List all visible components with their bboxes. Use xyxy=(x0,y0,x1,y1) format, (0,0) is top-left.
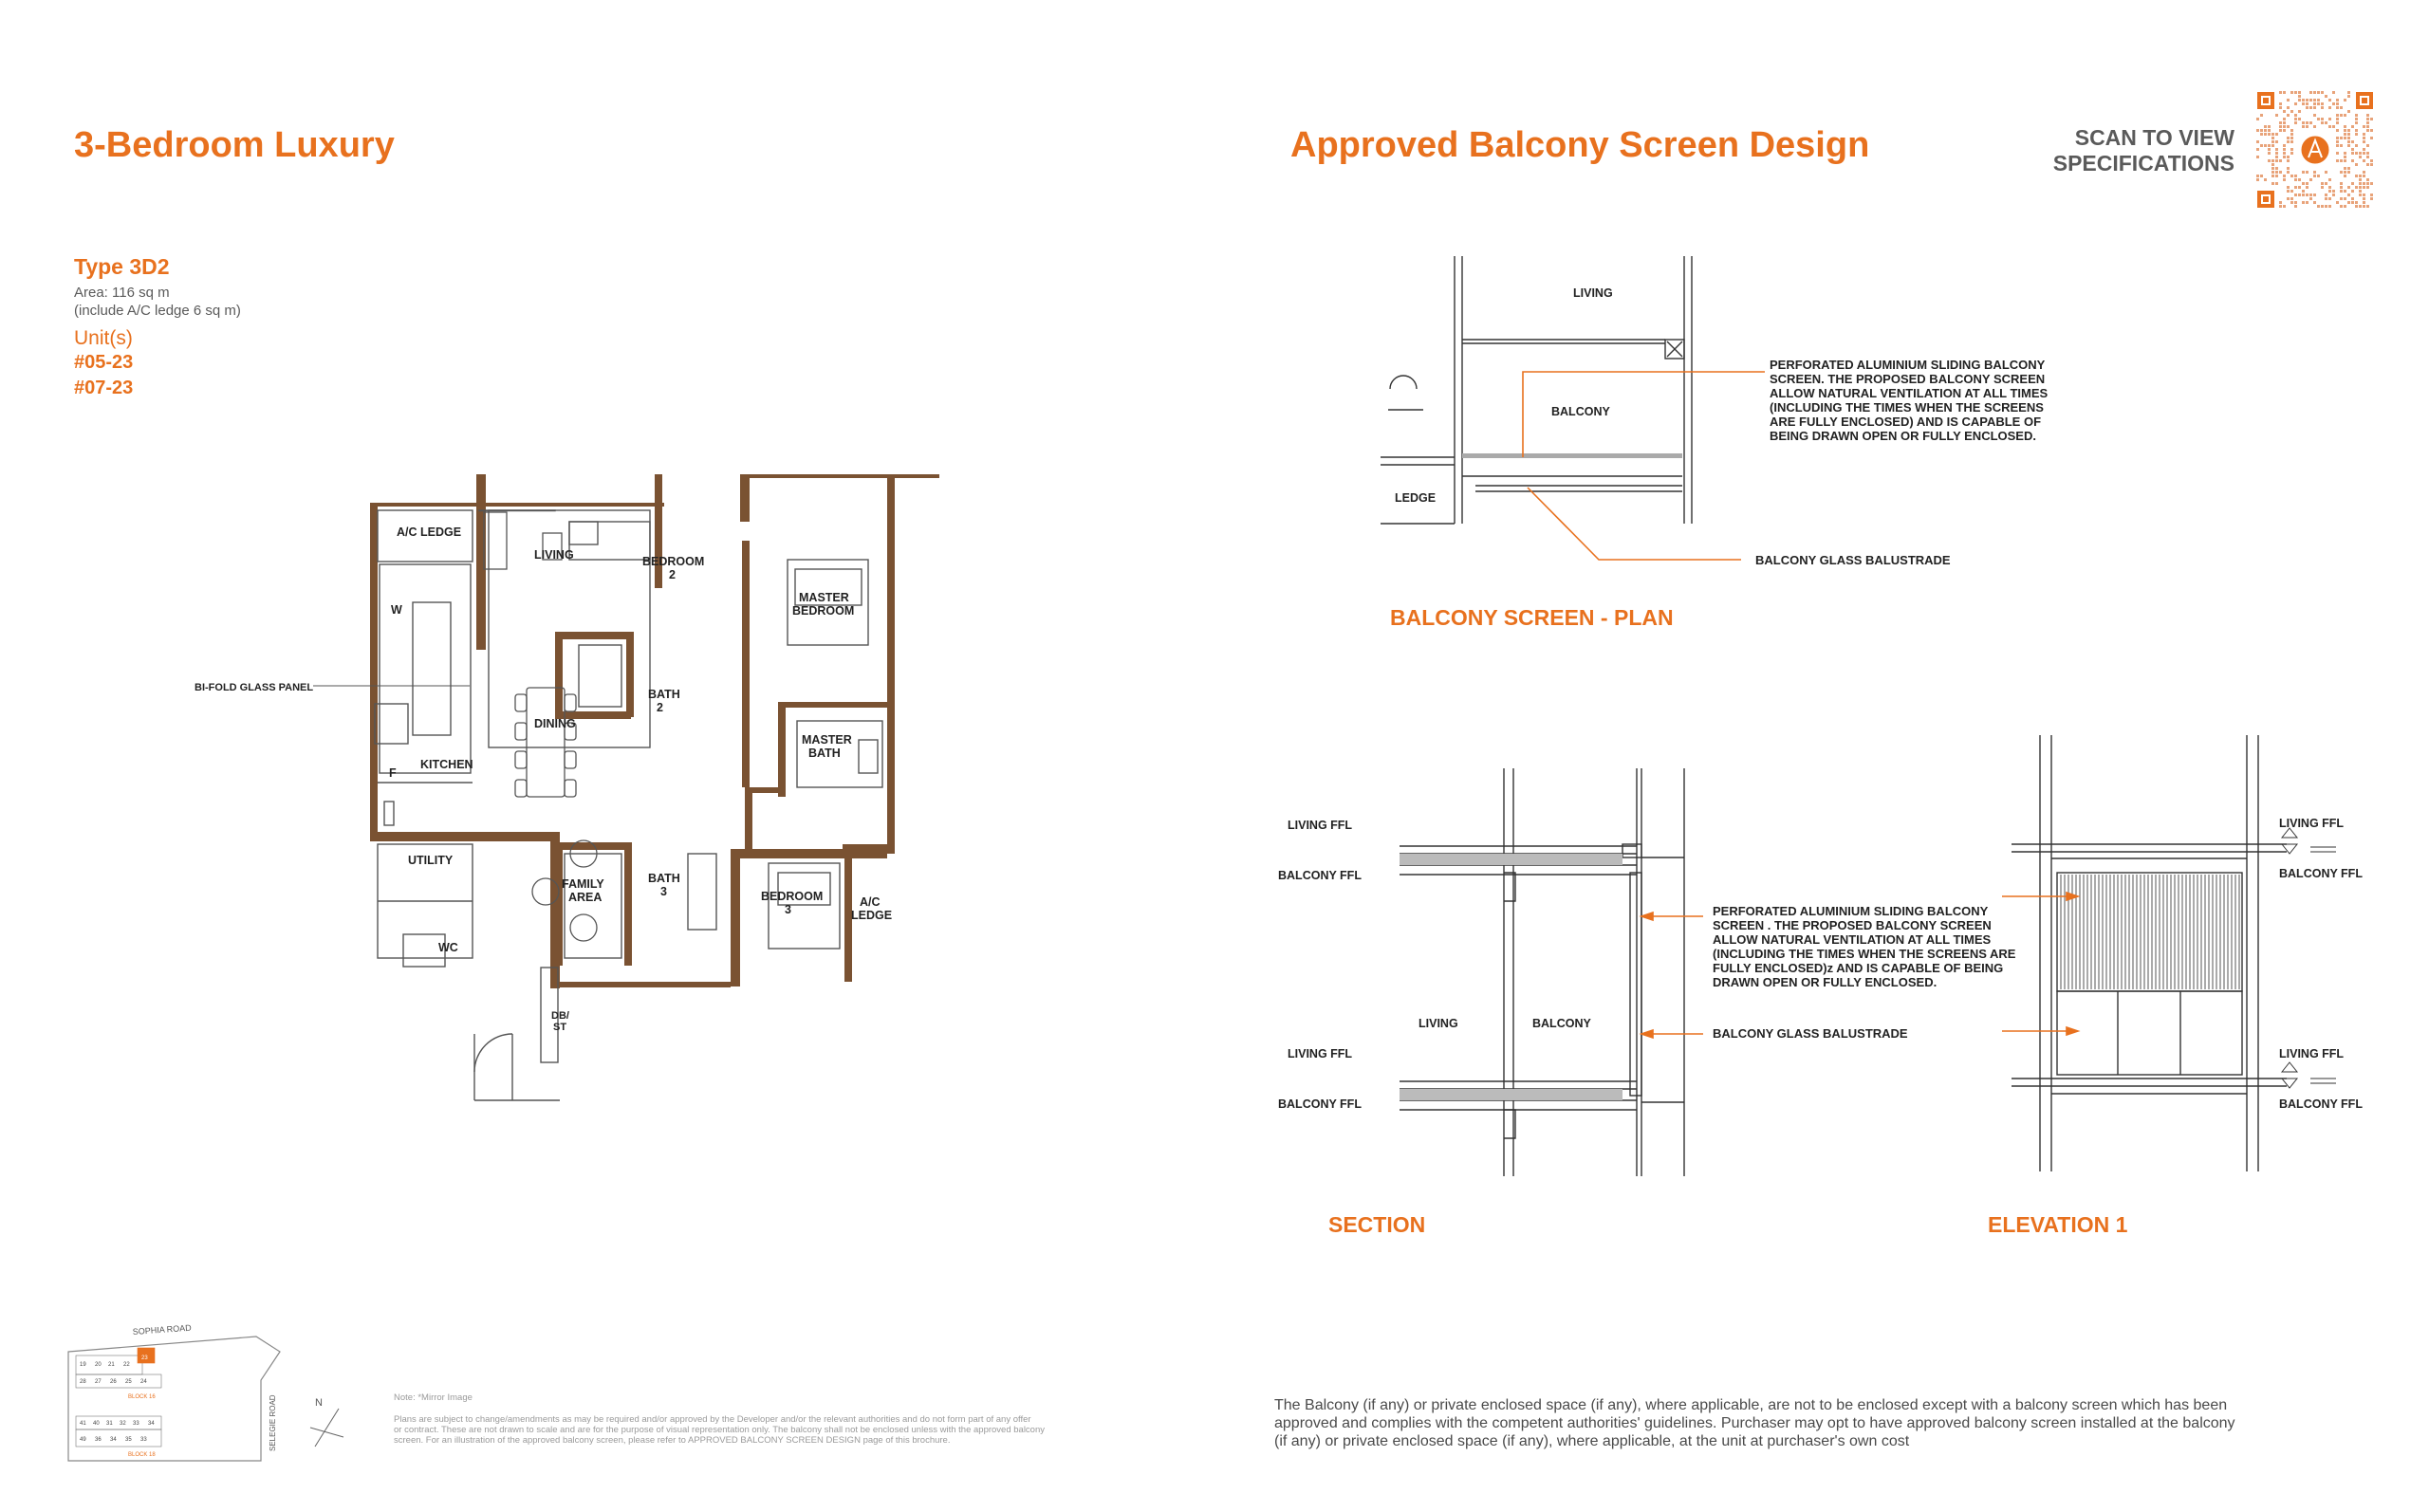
room-label: LEDGE xyxy=(851,909,893,922)
diagram-label: LEDGE xyxy=(1395,491,1437,505)
note-line: FULLY ENCLOSED)z AND IS CAPABLE OF BEING xyxy=(1713,961,2004,975)
level-label: LIVING FFL xyxy=(2279,817,2345,830)
area-text: Area: 116 sq m xyxy=(74,285,170,301)
room-label: KITCHEN xyxy=(420,758,473,771)
room-label: AREA xyxy=(568,891,603,904)
room-label: A/C LEDGE xyxy=(397,526,462,539)
keyplan-unit: 22 xyxy=(123,1362,130,1368)
balcony-plan-diagram xyxy=(1381,249,2064,581)
room-label: A/C xyxy=(860,895,881,909)
page-title-right: Approved Balcony Screen Design xyxy=(1290,125,1870,165)
units-label: Unit(s) xyxy=(74,327,133,349)
keyplan-unit: 28 xyxy=(80,1379,86,1385)
section-diagram xyxy=(1276,759,2016,1186)
plans-note-line: or contract. These are not drawn to scale and are for the purpose of visual representation only. The balcony shall not be enclosed unless with the approved balcony xyxy=(394,1425,1045,1435)
room-label: MASTER xyxy=(799,591,849,604)
room-label: FAMILY xyxy=(562,877,604,891)
keyplan-unit: 20 xyxy=(95,1362,102,1368)
note-line: ALLOW NATURAL VENTILATION AT ALL TIMES xyxy=(1770,386,2049,400)
scan-line: SPECIFICATIONS xyxy=(2052,151,2234,175)
keyplan-unit: 19 xyxy=(80,1362,86,1368)
level-label: BALCONY FFL xyxy=(2279,1097,2363,1111)
note-line: SCREEN. THE PROPOSED BALCONY SCREEN xyxy=(1770,372,2046,386)
block-label: BLOCK 16 xyxy=(128,1394,156,1400)
block-label: BLOCK 18 xyxy=(128,1452,156,1458)
road-label: SELEGIE ROAD xyxy=(269,1394,277,1451)
level-label: LIVING FFL xyxy=(1288,1047,1353,1060)
room-label: LIVING xyxy=(534,548,574,562)
room-label: WC xyxy=(438,941,458,954)
level-label: LIVING FFL xyxy=(1288,819,1353,832)
room-label: BATH xyxy=(648,872,680,885)
note-line: SCREEN . THE PROPOSED BALCONY SCREEN xyxy=(1713,918,1992,932)
keyplan-unit: 27 xyxy=(95,1379,102,1385)
disclaimer-line: (if any) or private enclosed space (if any), where applicable, at the unit at purchaser's own cost xyxy=(1274,1433,1910,1449)
keyplan-unit: 21 xyxy=(108,1362,115,1368)
note-line: (INCLUDING THE TIMES WHEN THE SCREENS ARE xyxy=(1713,947,2016,961)
keyplan-unit: 36 xyxy=(95,1437,102,1443)
note-line: ALLOW NATURAL VENTILATION AT ALL TIMES xyxy=(1713,932,1992,947)
north-label: N xyxy=(315,1397,323,1409)
balustrade-label: BALCONY GLASS BALUSTRADE xyxy=(1755,553,1951,567)
keyplan-unit: 35 xyxy=(125,1437,132,1443)
room-label: 2 xyxy=(657,701,663,714)
room-label: BATH xyxy=(808,747,841,760)
page-title-left: 3-Bedroom Luxury xyxy=(74,125,395,165)
room-label: ST xyxy=(553,1022,567,1033)
diagram-label: LIVING xyxy=(1573,286,1613,300)
level-label: BALCONY FFL xyxy=(2279,867,2363,880)
screen-note xyxy=(1713,904,2016,989)
keyplan-unit: 34 xyxy=(148,1421,155,1427)
keyplan-unit: 49 xyxy=(80,1437,86,1443)
diagram-label: BALCONY xyxy=(1532,1017,1591,1030)
unit-number: #07-23 xyxy=(74,378,134,398)
callout-label: BI-FOLD GLASS PANEL xyxy=(195,682,314,693)
road-label: SOPHIA ROAD xyxy=(132,1322,193,1337)
room-label: BATH xyxy=(648,688,680,701)
room-label: BEDROOM xyxy=(642,555,705,568)
disclaimer-line: approved and complies with the competent authorities' guidelines. Purchaser may opt to have approved balcony screen installed at the balcony xyxy=(1274,1415,2235,1431)
note-line: ARE FULLY ENCLOSED) AND IS CAPABLE OF xyxy=(1770,415,2042,429)
section-title: SECTION xyxy=(1328,1212,1426,1237)
qr-code-icon[interactable] xyxy=(2256,91,2374,209)
area-note: (include A/C ledge 6 sq m) xyxy=(74,303,241,319)
note-line: PERFORATED ALUMINIUM SLIDING BALCONY xyxy=(1770,358,2046,372)
room-label: MASTER xyxy=(802,733,852,747)
mirror-note: Note: *Mirror Image xyxy=(394,1392,473,1403)
unit-number: #05-23 xyxy=(74,352,134,373)
elevation-title: ELEVATION 1 xyxy=(1988,1212,2128,1237)
room-label: 2 xyxy=(669,568,676,581)
type-title: Type 3D2 xyxy=(74,254,170,279)
keyplan-unit: 32 xyxy=(120,1421,126,1427)
note-line: DRAWN OPEN OR FULLY ENCLOSED. xyxy=(1713,975,1938,989)
keyplan-unit: 33 xyxy=(133,1421,139,1427)
room-label: BEDROOM xyxy=(792,604,855,618)
keyplan-unit: 31 xyxy=(106,1421,113,1427)
room-label: UTILITY xyxy=(408,854,454,867)
screen-note xyxy=(1770,358,2049,443)
plans-note xyxy=(394,1414,1134,1446)
elevation-diagram xyxy=(2002,735,2401,1190)
diagram-label: BALCONY xyxy=(1551,405,1610,418)
keyplan-unit: 24 xyxy=(140,1379,147,1385)
scan-text xyxy=(1993,125,2234,176)
room-label: DB/ xyxy=(551,1010,569,1022)
room-label: DINING xyxy=(534,717,576,730)
note-line: (INCLUDING THE TIMES WHEN THE SCREENS xyxy=(1770,400,2044,415)
level-label: BALCONY FFL xyxy=(1278,869,1362,882)
room-label: F xyxy=(389,766,397,780)
disclaimer-line: The Balcony (if any) or private enclosed space (if any), where applicable, are not to be enclosed except with a balcony screen which has been xyxy=(1274,1397,2228,1413)
keyplan-unit: 25 xyxy=(125,1379,132,1385)
note-line: PERFORATED ALUMINIUM SLIDING BALCONY xyxy=(1713,904,1989,918)
keyplan-unit: 23 xyxy=(141,1355,148,1361)
plans-note-line: screen. For an illustration of the approved balcony screen, please refer to APPROVED BALCONY SCREEN DESIGN page of this brochure. xyxy=(394,1435,951,1446)
diagram-label: LIVING xyxy=(1418,1017,1458,1030)
room-label: W xyxy=(391,603,402,617)
floor-plan xyxy=(180,455,920,1100)
scan-line: SCAN TO VIEW xyxy=(2074,125,2234,150)
keyplan-unit: 26 xyxy=(110,1379,117,1385)
plan-title: BALCONY SCREEN - PLAN xyxy=(1390,605,1674,630)
balustrade-label: BALCONY GLASS BALUSTRADE xyxy=(1713,1026,1908,1041)
keyplan-unit: 33 xyxy=(140,1437,147,1443)
keyplan-unit: 40 xyxy=(93,1421,100,1427)
plans-note-line: Plans are subject to change/amendments as may be required and/or approved by the Developer and/or the relevant authorities and do not form part of any offer xyxy=(394,1414,1031,1425)
balcony-disclaimer xyxy=(1274,1396,2356,1450)
keyplan-unit: 34 xyxy=(110,1437,117,1443)
level-label: LIVING FFL xyxy=(2279,1047,2345,1060)
room-label: BEDROOM xyxy=(761,890,824,903)
keyplan-unit: 41 xyxy=(80,1421,86,1427)
level-label: BALCONY FFL xyxy=(1278,1097,1362,1111)
room-label: 3 xyxy=(660,885,667,898)
unit-type-info xyxy=(74,254,241,401)
room-label: 3 xyxy=(785,903,791,916)
north-arrow-icon xyxy=(306,1394,353,1461)
note-line: BEING DRAWN OPEN OR FULLY ENCLOSED. xyxy=(1770,429,2036,443)
